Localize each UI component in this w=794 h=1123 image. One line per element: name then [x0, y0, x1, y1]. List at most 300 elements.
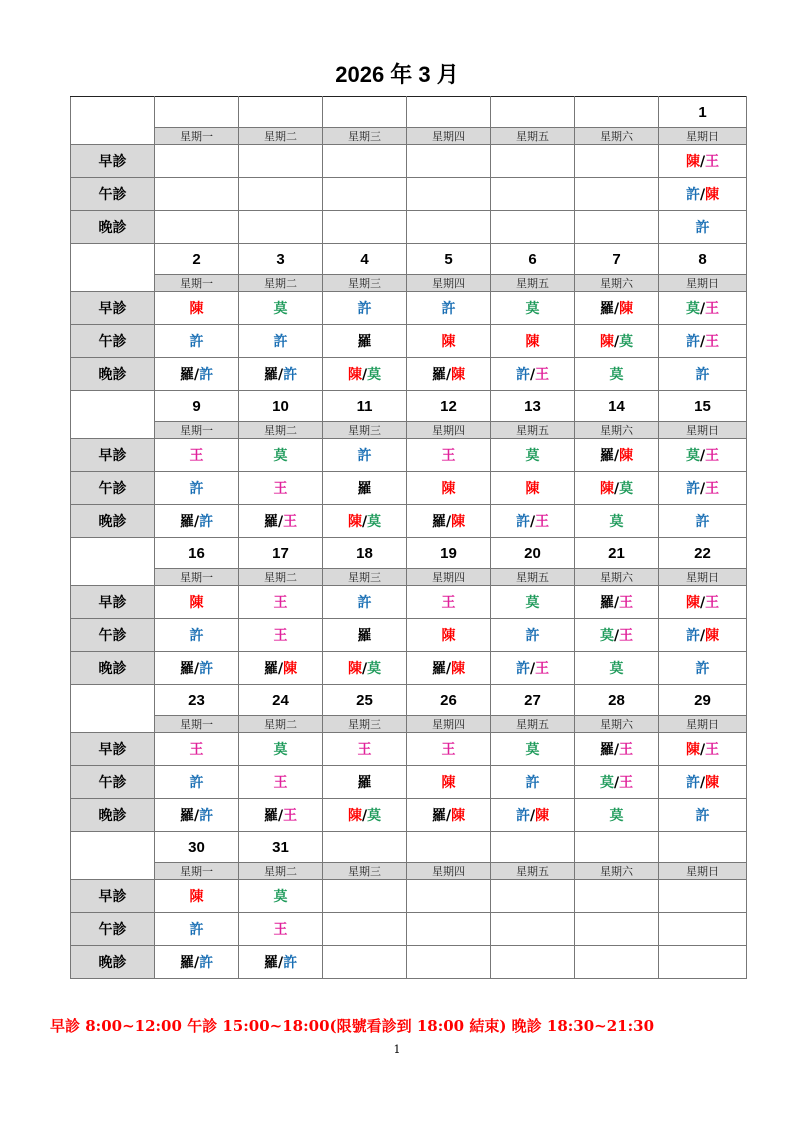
doctor-name: 陳 [347, 367, 362, 383]
doctor-name: 許 [515, 367, 530, 383]
doctor-separator: / [445, 661, 452, 677]
session-row [71, 505, 747, 538]
session-label: 午診 [71, 472, 155, 505]
doctor-name: 許 [189, 334, 204, 350]
doctor-cell [239, 652, 323, 685]
doctor-cell [659, 766, 747, 799]
week-date-row [71, 244, 747, 275]
doctor-cell [407, 880, 491, 913]
doctor-cell [659, 211, 747, 244]
doctor-name: 王 [189, 742, 204, 758]
doctor-cell [323, 439, 407, 472]
doctor-name: 許 [515, 514, 530, 530]
doctor-name: 陳 [599, 334, 614, 350]
doctor-cell [239, 178, 323, 211]
doctor-cell [407, 733, 491, 766]
date-cell: 24 [239, 685, 323, 716]
doctor-cell [323, 292, 407, 325]
doctor-cell [575, 325, 659, 358]
week-label-cell [71, 97, 155, 145]
doctor-name: 許 [515, 808, 530, 824]
doctor-separator: / [699, 628, 706, 644]
doctor-cell [323, 145, 407, 178]
date-cell [155, 97, 239, 128]
doctor-cell [407, 439, 491, 472]
doctor-cell [659, 880, 747, 913]
doctor-separator: / [445, 514, 452, 530]
date-cell: 11 [323, 391, 407, 422]
doctor-cell [155, 325, 239, 358]
doctor-cell [407, 145, 491, 178]
doctor-cell [323, 733, 407, 766]
date-cell: 4 [323, 244, 407, 275]
doctor-name: 許 [283, 955, 298, 971]
date-cell: 16 [155, 538, 239, 569]
doctor-cell [491, 325, 575, 358]
doctor-name: 許 [199, 661, 214, 677]
doctor-name: 許 [199, 367, 214, 383]
session-row [71, 619, 747, 652]
weekday-cell: 星期六 [575, 128, 659, 145]
doctor-name: 陳 [599, 481, 614, 497]
weekday-cell: 星期三 [323, 422, 407, 439]
doctor-cell [659, 505, 747, 538]
doctor-name: 莫 [609, 808, 624, 824]
doctor-separator: / [193, 367, 200, 383]
doctor-cell [491, 472, 575, 505]
doctor-name: 羅 [431, 661, 446, 677]
doctor-cell [575, 913, 659, 946]
date-cell: 2 [155, 244, 239, 275]
doctor-cell [323, 913, 407, 946]
date-cell [575, 97, 659, 128]
doctor-cell [575, 178, 659, 211]
doctor-separator: / [699, 448, 706, 464]
schedule-calendar [70, 96, 747, 979]
weekday-cell: 星期五 [491, 863, 575, 880]
doctor-cell [239, 358, 323, 391]
doctor-cell [155, 619, 239, 652]
doctor-name: 莫 [367, 661, 382, 677]
session-label: 晚診 [71, 505, 155, 538]
doctor-name: 陳 [535, 808, 550, 824]
doctor-name: 王 [705, 154, 720, 170]
doctor-name: 莫 [609, 367, 624, 383]
doctor-name: 陳 [451, 808, 466, 824]
doctor-separator: / [193, 661, 200, 677]
weekday-cell: 星期日 [659, 863, 747, 880]
doctor-cell [407, 505, 491, 538]
doctor-name: 許 [283, 367, 298, 383]
doctor-cell [659, 292, 747, 325]
doctor-separator: / [699, 742, 706, 758]
doctor-separator: / [699, 301, 706, 317]
doctor-cell [323, 652, 407, 685]
doctor-cell [407, 586, 491, 619]
session-label: 早診 [71, 586, 155, 619]
session-row [71, 292, 747, 325]
clinic-hours-note: 早診 8:00~12:00 午診 15:00~18:00(限號看診到 18:00 結束) 晚診 18:30~21:30 [50, 1017, 655, 1035]
doctor-separator: / [613, 301, 620, 317]
week-label-cell [71, 832, 155, 880]
doctor-name: 羅 [179, 367, 194, 383]
date-cell: 7 [575, 244, 659, 275]
doctor-cell [575, 211, 659, 244]
doctor-name: 王 [535, 661, 550, 677]
doctor-name: 王 [441, 595, 456, 611]
doctor-name: 陳 [685, 742, 700, 758]
doctor-name: 陳 [705, 187, 720, 203]
session-label: 午診 [71, 766, 155, 799]
doctor-name: 莫 [273, 301, 288, 317]
weekday-cell: 星期六 [575, 422, 659, 439]
week-date-row [71, 391, 747, 422]
weekday-cell: 星期二 [239, 716, 323, 733]
doctor-cell [155, 505, 239, 538]
doctor-name: 許 [685, 775, 700, 791]
doctor-name: 王 [705, 742, 720, 758]
doctor-cell [491, 505, 575, 538]
doctor-name: 許 [273, 334, 288, 350]
doctor-separator: / [529, 514, 536, 530]
session-row [71, 733, 747, 766]
doctor-name: 許 [525, 775, 540, 791]
weekday-cell: 星期日 [659, 128, 747, 145]
session-row [71, 652, 747, 685]
doctor-separator: / [277, 808, 284, 824]
doctor-cell [407, 292, 491, 325]
weekday-cell: 星期四 [407, 422, 491, 439]
doctor-cell [239, 880, 323, 913]
doctor-cell [155, 211, 239, 244]
doctor-separator: / [529, 367, 536, 383]
doctor-separator: / [529, 661, 536, 677]
doctor-name: 王 [705, 301, 720, 317]
doctor-separator: / [613, 742, 620, 758]
doctor-name: 王 [705, 595, 720, 611]
weekday-cell: 星期二 [239, 275, 323, 292]
doctor-cell [659, 325, 747, 358]
doctor-cell [407, 358, 491, 391]
weekday-cell: 星期二 [239, 863, 323, 880]
doctor-cell [239, 472, 323, 505]
doctor-cell [239, 439, 323, 472]
doctor-name: 王 [441, 448, 456, 464]
date-cell: 6 [491, 244, 575, 275]
doctor-separator: / [613, 628, 620, 644]
doctor-separator: / [613, 334, 620, 350]
week-date-row [71, 685, 747, 716]
doctor-cell [155, 652, 239, 685]
doctor-name: 王 [705, 448, 720, 464]
doctor-separator: / [193, 955, 200, 971]
doctor-name: 羅 [599, 742, 614, 758]
doctor-name: 王 [619, 628, 634, 644]
date-cell: 30 [155, 832, 239, 863]
doctor-cell [491, 292, 575, 325]
weekday-cell: 星期一 [155, 863, 239, 880]
date-cell [575, 832, 659, 863]
doctor-cell [491, 358, 575, 391]
date-cell: 1 [659, 97, 747, 128]
doctor-cell [239, 292, 323, 325]
doctor-name: 羅 [357, 775, 372, 791]
doctor-name: 莫 [619, 481, 634, 497]
session-row [71, 586, 747, 619]
weekday-cell: 星期一 [155, 422, 239, 439]
doctor-name: 陳 [451, 661, 466, 677]
weekday-row [71, 422, 747, 439]
weekday-cell: 星期五 [491, 275, 575, 292]
doctor-cell [659, 619, 747, 652]
session-row [71, 766, 747, 799]
doctor-cell [575, 799, 659, 832]
doctor-name: 許 [357, 301, 372, 317]
doctor-cell [659, 799, 747, 832]
doctor-separator: / [361, 661, 368, 677]
week-date-row [71, 538, 747, 569]
week-date-row [71, 832, 747, 863]
doctor-cell [491, 733, 575, 766]
weekday-cell: 星期日 [659, 716, 747, 733]
doctor-name: 莫 [525, 595, 540, 611]
date-cell: 22 [659, 538, 747, 569]
week-label-cell [71, 685, 155, 733]
session-row [71, 325, 747, 358]
doctor-name: 羅 [599, 301, 614, 317]
doctor-separator: / [277, 955, 284, 971]
doctor-separator: / [529, 808, 536, 824]
doctor-cell [239, 619, 323, 652]
doctor-name: 陳 [705, 775, 720, 791]
doctor-cell [659, 946, 747, 979]
doctor-cell [323, 211, 407, 244]
doctor-name: 王 [283, 514, 298, 530]
doctor-cell [659, 733, 747, 766]
weekday-row [71, 275, 747, 292]
doctor-name: 陳 [705, 628, 720, 644]
doctor-name: 許 [189, 775, 204, 791]
doctor-name: 王 [273, 922, 288, 938]
doctor-cell [239, 766, 323, 799]
doctor-name: 許 [695, 661, 710, 677]
weekday-cell: 星期一 [155, 128, 239, 145]
weekday-cell: 星期日 [659, 275, 747, 292]
date-cell: 26 [407, 685, 491, 716]
date-cell: 17 [239, 538, 323, 569]
doctor-cell [575, 145, 659, 178]
session-label: 午診 [71, 619, 155, 652]
session-label: 午診 [71, 913, 155, 946]
weekday-cell: 星期二 [239, 422, 323, 439]
doctor-name: 莫 [273, 448, 288, 464]
doctor-cell [155, 733, 239, 766]
weekday-cell: 星期三 [323, 569, 407, 586]
doctor-name: 王 [535, 514, 550, 530]
doctor-name: 羅 [599, 448, 614, 464]
doctor-name: 陳 [283, 661, 298, 677]
doctor-cell [155, 586, 239, 619]
session-label: 早診 [71, 145, 155, 178]
doctor-name: 羅 [263, 808, 278, 824]
doctor-name: 羅 [263, 367, 278, 383]
page-number: 1 [393, 1043, 401, 1056]
doctor-name: 許 [515, 661, 530, 677]
doctor-name: 陳 [189, 301, 204, 317]
doctor-name: 王 [273, 628, 288, 644]
weekday-cell: 星期三 [323, 128, 407, 145]
doctor-name: 莫 [367, 514, 382, 530]
doctor-cell [239, 913, 323, 946]
doctor-cell [323, 799, 407, 832]
doctor-cell [407, 946, 491, 979]
doctor-cell [323, 178, 407, 211]
doctor-separator: / [277, 661, 284, 677]
doctor-separator: / [699, 595, 706, 611]
doctor-cell [575, 619, 659, 652]
doctor-cell [491, 946, 575, 979]
doctor-name: 羅 [179, 808, 194, 824]
weekday-cell: 星期二 [239, 569, 323, 586]
doctor-cell [659, 439, 747, 472]
doctor-cell [323, 358, 407, 391]
doctor-cell [239, 145, 323, 178]
doctor-name: 王 [619, 595, 634, 611]
doctor-cell [155, 799, 239, 832]
doctor-name: 陳 [441, 481, 456, 497]
date-cell: 20 [491, 538, 575, 569]
doctor-name: 莫 [685, 301, 700, 317]
weekday-cell: 星期三 [323, 275, 407, 292]
doctor-name: 陳 [525, 481, 540, 497]
doctor-separator: / [361, 514, 368, 530]
weekday-cell: 星期三 [323, 863, 407, 880]
doctor-name: 許 [685, 481, 700, 497]
date-cell: 28 [575, 685, 659, 716]
doctor-name: 陳 [441, 775, 456, 791]
date-cell [659, 832, 747, 863]
doctor-name: 陳 [189, 889, 204, 905]
doctor-cell [239, 505, 323, 538]
week-label-cell [71, 244, 155, 292]
weekday-cell: 星期日 [659, 569, 747, 586]
doctor-name: 王 [283, 808, 298, 824]
doctor-cell [659, 652, 747, 685]
date-cell: 15 [659, 391, 747, 422]
doctor-cell [323, 325, 407, 358]
doctor-name: 許 [189, 628, 204, 644]
weekday-row [71, 863, 747, 880]
weekday-cell: 星期五 [491, 422, 575, 439]
doctor-cell [323, 619, 407, 652]
doctor-cell [659, 145, 747, 178]
doctor-cell [575, 946, 659, 979]
doctor-cell [155, 439, 239, 472]
weekday-cell: 星期五 [491, 128, 575, 145]
doctor-cell [575, 505, 659, 538]
doctor-name: 羅 [179, 661, 194, 677]
doctor-separator: / [699, 481, 706, 497]
doctor-name: 王 [441, 742, 456, 758]
doctor-name: 莫 [273, 889, 288, 905]
doctor-name: 許 [441, 301, 456, 317]
doctor-name: 許 [685, 628, 700, 644]
doctor-name: 許 [685, 334, 700, 350]
weekday-row [71, 569, 747, 586]
doctor-separator: / [277, 367, 284, 383]
doctor-name: 陳 [347, 808, 362, 824]
doctor-name: 羅 [431, 808, 446, 824]
doctor-name: 王 [273, 775, 288, 791]
session-label: 早診 [71, 880, 155, 913]
date-cell: 5 [407, 244, 491, 275]
doctor-cell [155, 766, 239, 799]
weekday-cell: 星期六 [575, 716, 659, 733]
weekday-cell: 星期三 [323, 716, 407, 733]
date-cell [491, 97, 575, 128]
weekday-cell: 星期一 [155, 716, 239, 733]
weekday-cell: 星期六 [575, 863, 659, 880]
weekday-cell: 星期四 [407, 863, 491, 880]
doctor-name: 莫 [599, 628, 614, 644]
doctor-name: 王 [535, 367, 550, 383]
doctor-separator: / [361, 367, 368, 383]
doctor-name: 王 [273, 481, 288, 497]
doctor-name: 許 [695, 808, 710, 824]
doctor-separator: / [613, 448, 620, 464]
doctor-name: 羅 [599, 595, 614, 611]
doctor-name: 許 [695, 514, 710, 530]
doctor-cell [407, 913, 491, 946]
weekday-cell: 星期五 [491, 716, 575, 733]
doctor-name: 莫 [685, 448, 700, 464]
date-cell: 10 [239, 391, 323, 422]
weekday-cell: 星期四 [407, 716, 491, 733]
date-cell: 13 [491, 391, 575, 422]
doctor-name: 王 [189, 448, 204, 464]
date-cell: 31 [239, 832, 323, 863]
doctor-cell [155, 880, 239, 913]
date-cell: 12 [407, 391, 491, 422]
doctor-separator: / [193, 808, 200, 824]
doctor-cell [323, 586, 407, 619]
weekday-cell: 星期六 [575, 569, 659, 586]
doctor-name: 陳 [525, 334, 540, 350]
doctor-name: 莫 [599, 775, 614, 791]
doctor-name: 莫 [525, 301, 540, 317]
date-cell: 18 [323, 538, 407, 569]
doctor-name: 許 [695, 220, 710, 236]
session-row [71, 946, 747, 979]
session-row [71, 799, 747, 832]
doctor-cell [659, 586, 747, 619]
doctor-name: 羅 [263, 955, 278, 971]
doctor-cell [155, 913, 239, 946]
session-label: 晚診 [71, 652, 155, 685]
doctor-name: 許 [199, 514, 214, 530]
doctor-name: 羅 [357, 481, 372, 497]
doctor-cell [155, 145, 239, 178]
doctor-name: 許 [189, 922, 204, 938]
doctor-name: 陳 [347, 514, 362, 530]
doctor-separator: / [699, 334, 706, 350]
doctor-cell [575, 880, 659, 913]
weekday-cell: 星期五 [491, 569, 575, 586]
doctor-cell [659, 913, 747, 946]
doctor-cell [407, 178, 491, 211]
session-row [71, 358, 747, 391]
doctor-name: 莫 [609, 661, 624, 677]
